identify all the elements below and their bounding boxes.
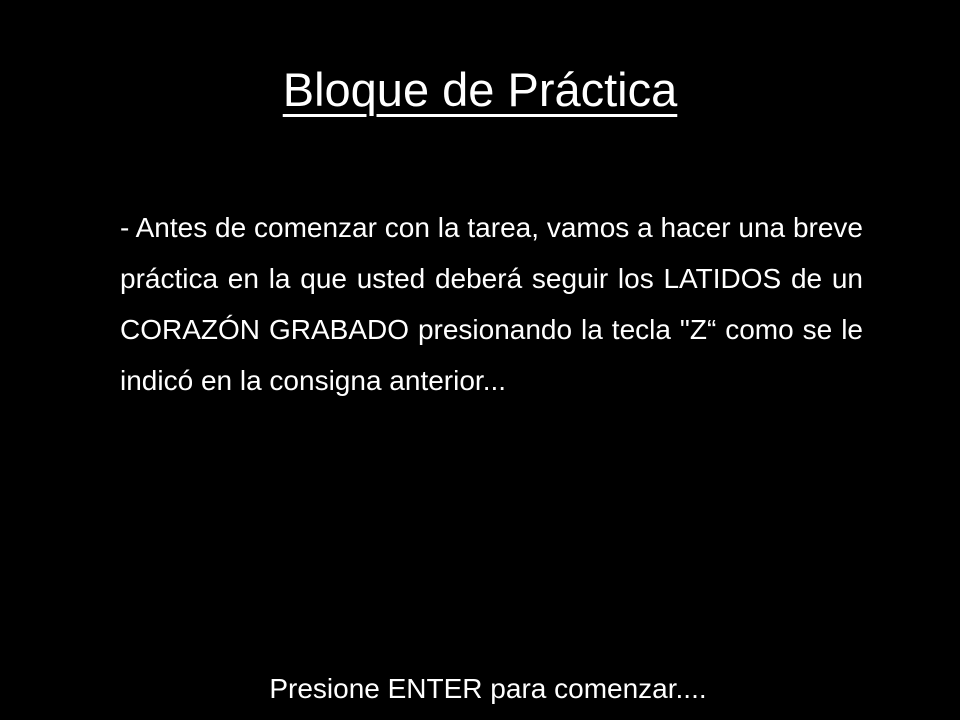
page-title-text: Bloque de Práctica <box>282 63 678 116</box>
page-title <box>0 60 960 120</box>
continue-prompt: Presione ENTER para comenzar.... <box>269 673 707 704</box>
instructions-text: - Antes de comenzar con la tarea, vamos a hacer una breve práctica en la que usted deberá seguir los LATIDOS de un CORAZÓN GRABADO presionando la tecla "Z“ como se le indicó en la consigna anterior... <box>120 212 863 396</box>
